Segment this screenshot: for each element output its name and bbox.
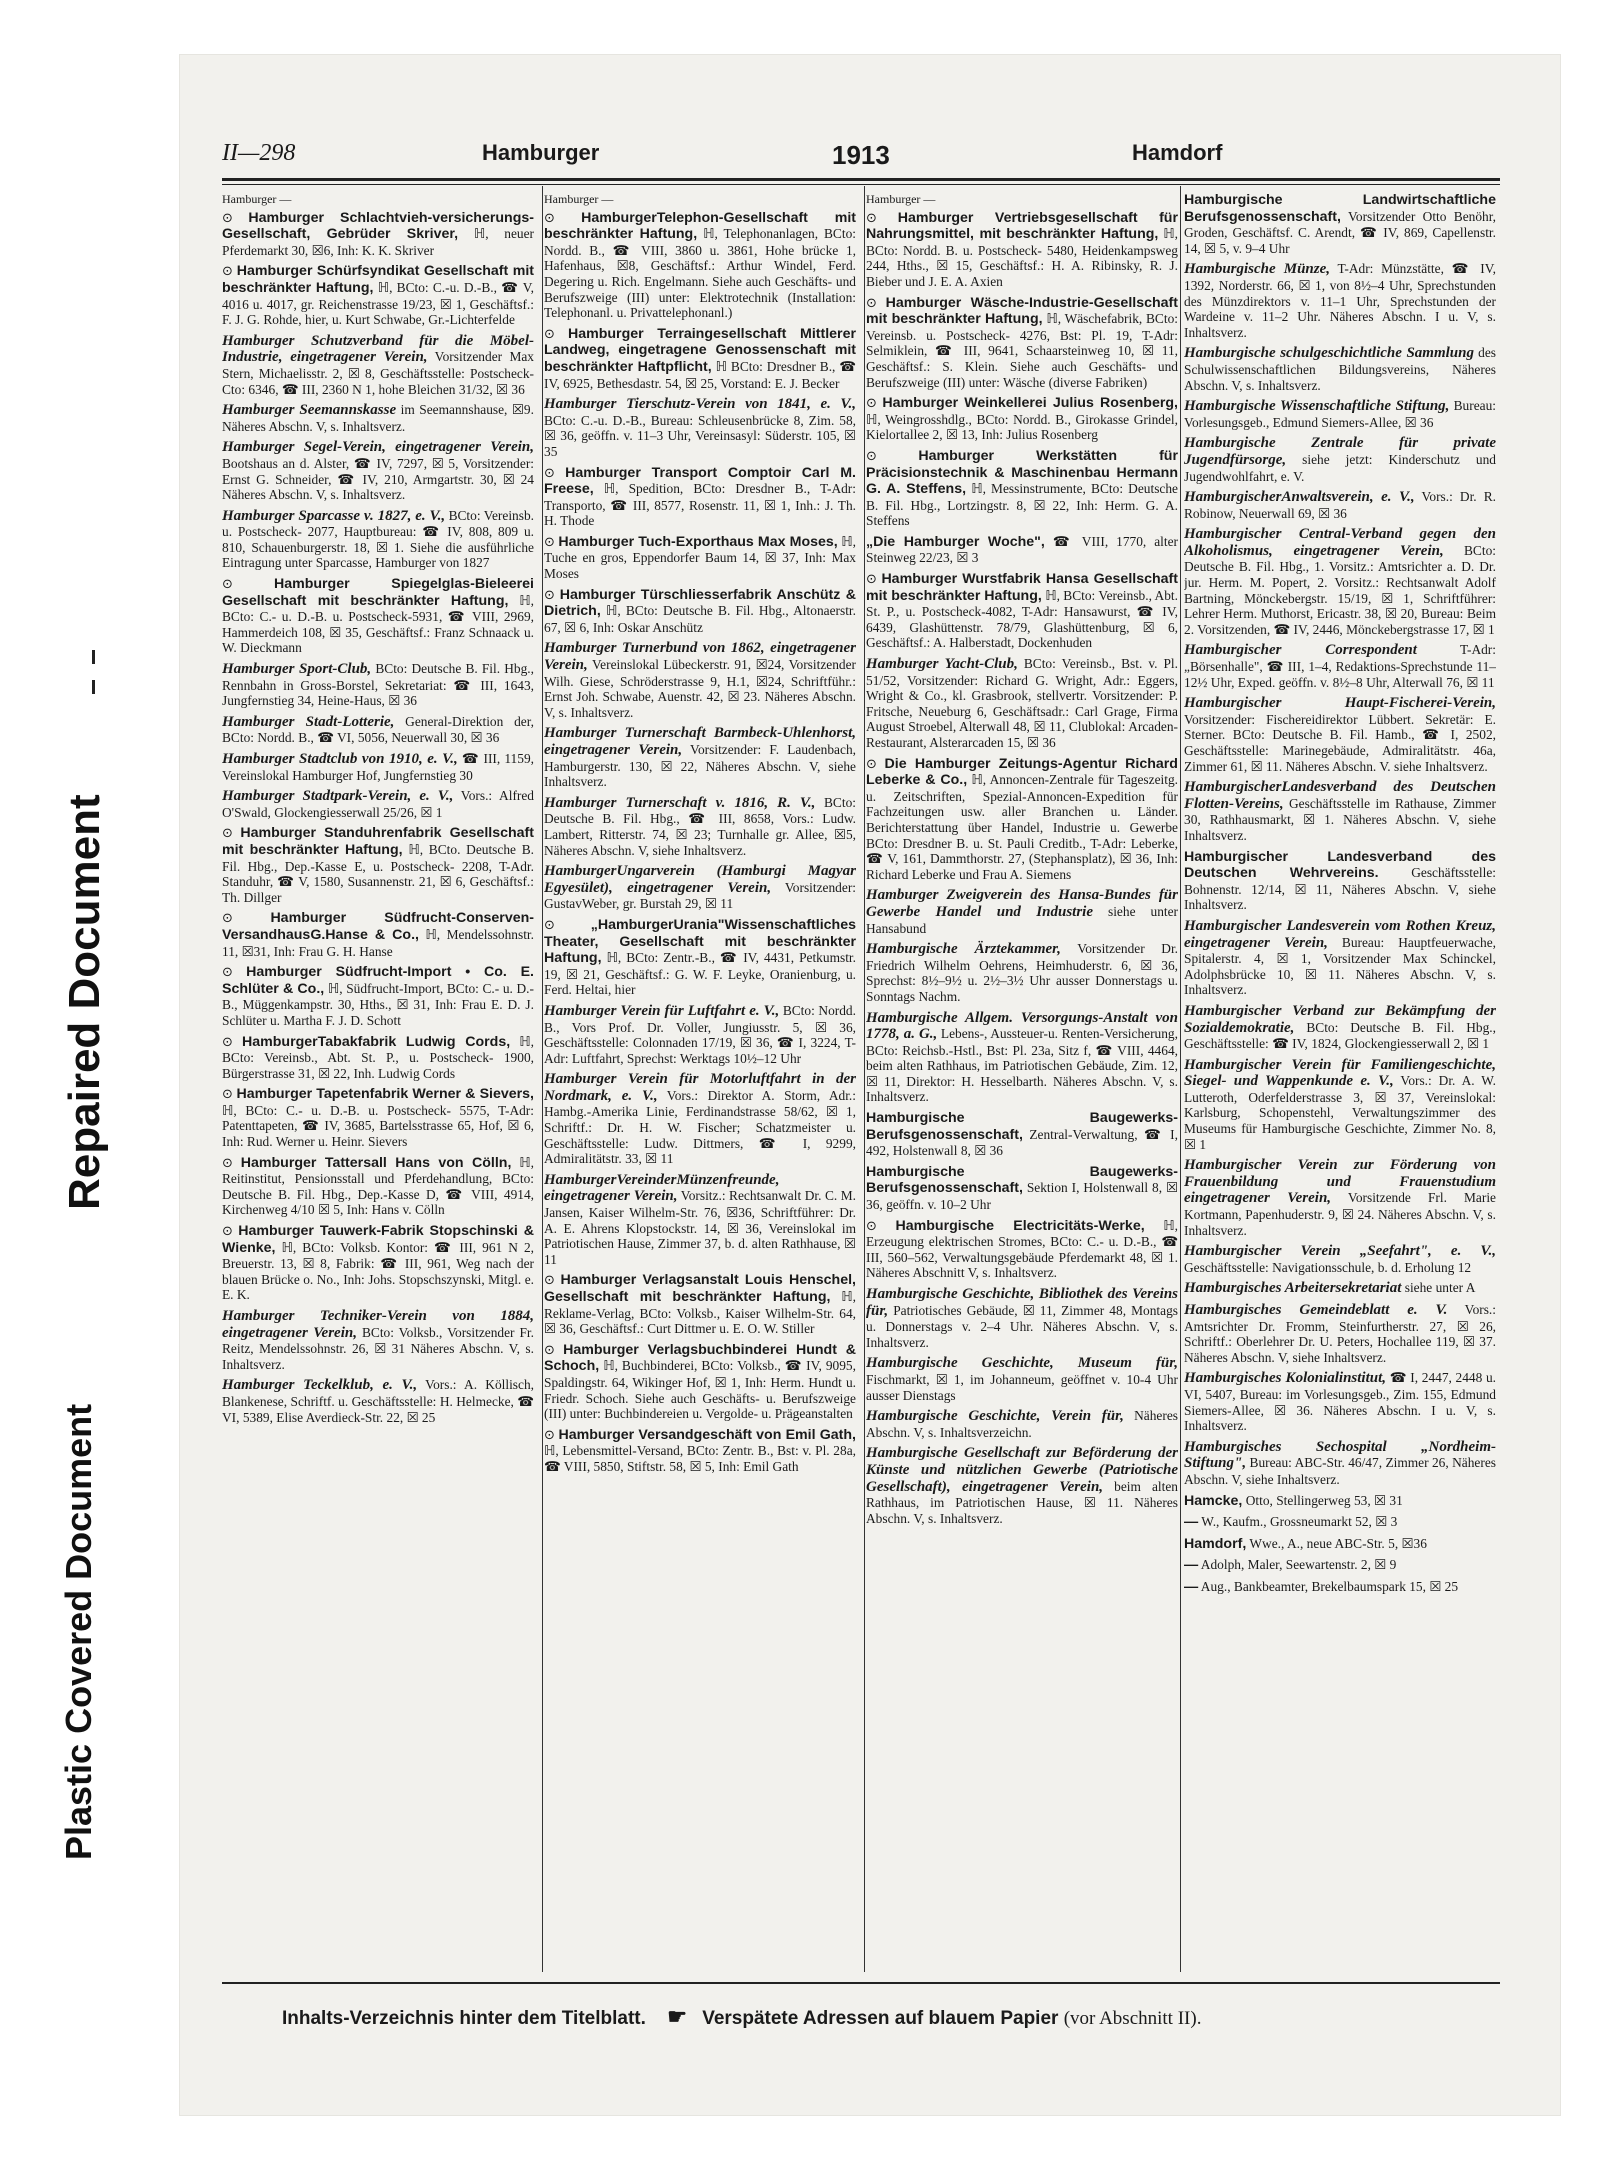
directory-entry [1184,526,1496,637]
entry-name: Hamburger Verlagsbuchbinderei Hundt & Schoch, [544,1341,856,1375]
directory-entry [1184,1439,1496,1488]
entry-name: Hamburger Segel-Verein, eingetragener Verein, [222,439,534,456]
directory-entry [1184,695,1496,774]
entry-details: Patriotisches Gebäude, ☒ 11, Zimmer 48, Montags u. Donnerstags v. 2–4 Uhr. Näheres Abschn. V, s. Inhaltsverz. [866,1302,1178,1350]
entry-details: Adolph, Maler, Seewartenstr. 2, ☒ 9 [1200,1557,1397,1573]
directory-entry [1184,1579,1496,1596]
registered-firm-icon: ⊙ [222,1155,233,1171]
directory-entry [222,508,534,571]
pointing-hand-icon: ☛ [667,2004,687,2029]
entry-name: Hamburger Zweigverein des Hansa-Bundes für Gewerbe Handel und Industrie [866,887,1178,920]
registered-firm-icon: ⊙ [866,1218,877,1234]
registered-firm-icon: ⊙ [544,465,555,481]
directory-entry [222,910,534,959]
entry-name: Hamburger Tuch-Exporthaus Max Moses, [558,533,838,550]
directory-entry [222,661,534,709]
directory-entry [1184,1157,1496,1238]
directory-entry [544,1071,856,1167]
entry-name: Hamburger Verein für Motorluftfahrt in der Nordmark, e. V., [544,1071,856,1104]
directory-entry [222,714,534,746]
entry-details: Otto, Stellingerweg 53, ☒ 31 [1245,1492,1403,1508]
directory-entry [1184,1536,1496,1553]
directory-entry [1184,918,1496,998]
directory-entry [222,210,534,259]
entry-name: Hamburger Schürfsyndikat Gesellschaft mit beschränkter Haftung, [222,263,534,296]
directory-entry [866,448,1178,529]
entry-name: Hamburger Sparcasse v. 1827, e. V., [222,507,446,524]
entry-details: ℍ, BCto: Vereinsb., Abt. St. P., u. Postscheck-4082, T-Adr: Hansawurst, ☎ IV, 6439, Glashüttenstr. 78/79, Glashüttenburg, ☒ 6, Geschäftsf.: A. Halberstadt, Dockenhuden [866,587,1178,651]
directory-entry [222,825,534,905]
registered-firm-icon: ⊙ [222,1034,233,1050]
entry-details: ℍ, BCto. Deutsche B. Fil. Hbg., Dep.-Kasse E, u. Postscheck- 2208, T-Adr. Standuhr, ☎ V, 1580, Susannenstr. 21, ☒ 6, Geschäftsf.: Th. Dillger [222,841,534,905]
directory-entry [544,795,856,858]
entry-name: Hamburgischer Correspondent [1184,642,1417,659]
entry-name: Hamburgische Wissenschaftliche Stiftung, [1184,398,1450,415]
registered-firm-icon: ⊙ [544,917,555,933]
entry-name: Hamburger Vertriebsgesellschaft für Nahrungsmittel, mit beschränkter Haftung, [866,209,1178,243]
directory-entry [544,640,856,720]
entry-name: Hamburger Tauwerk-Fabrik Stopschinski & Wienke, [222,1223,534,1256]
entry-name: Hamburgischer Haupt-Fischerei-Verein, [1184,695,1496,712]
entry-name: Hamburgische Zentrale für private Jugendfürsorge, [1184,435,1496,468]
entry-name: Hamburger Tapetenfabrik Werner & Sievers, [236,1086,534,1103]
entry-details: ℍ, Mendelssohnstr. 11, ☒31, Inh: Frau G. H. Hanse [222,926,534,959]
registered-firm-icon: ⊙ [866,756,877,772]
entry-details: Aug., Bankbeamter, Brekelbaumspark 15, ☒ 25 [1200,1578,1459,1594]
entry-details: ℍ, BCto: C.- u. D.-B. u. Postscheck-5931, ☎ VIII, 2969, Hammerdeich 108, ☒ 35, Geschäftsf.: Franz Schnaack u. W. Dieckmann [222,592,534,656]
entry-name: Hamburger Sport-Club, [222,661,372,678]
entry-details: ℍ, Erzeugung elektrischen Stromes, BCto: C.- u. D.-B., ☎ III, 560–562, Verwaltungsgebäude Pferdemarkt 48, ☒ 1. Näheres Abschnitt V, s. Inhaltsverz. [866,1217,1178,1281]
entry-details: beim alten Rathhaus, im Patriotischen Hause, ☒ 11. Näheres Abschn. V, s. Inhaltsverz. [866,1478,1178,1526]
footer-section-note: (vor Abschnitt II). [1063,2008,1202,2029]
directory-entry [222,439,534,502]
directory-entry [866,1010,1178,1106]
entry-name: — [1184,1557,1199,1574]
entry-details: BCto: Deutsche B. Fil. Hbg., ☎ III, 8658, Vors.: Ludw. Lambert, Ritterstr. 74, ☒ 23; Turnhalle gr. Allee, ☒5, Näheres Abschn. V, siehe Inhaltsverz. [544,794,856,858]
entry-details: Bureau: ABC-Str. 46/47, Zimmer 26, Näheres Abschn. V, siehe Inhaltsverz. [1184,1455,1496,1487]
entry-name: Hamburger Türschliesserfabrik Anschütz & Dietrich, [544,586,856,620]
footer-rule [222,1982,1500,1984]
entry-details: ℍ, Buchbinderei, BCto: Volksb., ☎ IV, 9095, Spaldingstr. 64, Wikinger Hof, ☒ 1, Inh: Herm. Hundt u. Friedr. Schoch. Siehe auch Geschäfts- u. Berufszweige (III) unter: Buchbindereien u. Vergolde- u. Prägeanstalten [544,1358,856,1422]
entry-details: Zentral-Verwaltung, ☎ I, 492, Holstenwall 8, ☒ 36 [866,1126,1178,1159]
entry-details: BCto: Deutsche B. Fil. Hbg., 1. Vorsitz.: Amtsrichter a. D. Dr. jur. Herm. M. Popert, 2. Vorsitz.: Rechtsanwalt Adolf Bartning, Mönckebergstr. 15/19, ☒ 1, Schriftführer: Lehrer Herm. Muthorst, Ericastr. 38, ☒ 20, Bureau: Beim 2. Vorsitzenden, ☎ IV, 2446, Mönckebergstrasse 17, ☒ 1 [1184,542,1496,637]
directory-entry [1184,1514,1496,1531]
entry-details: ☎ VIII, 1770, alter Steinweg 22/23, ☒ 3 [866,533,1178,566]
entry-details: General-Direktion der, BCto: Nordd. B., ☎ VI, 5056, Neuerwall 30, ☒ 36 [222,713,534,746]
entry-name: Hamburgisches Arbeitersekretariat [1184,1280,1402,1297]
entry-name: Hamburger Standuhrenfabrik Gesellschaft mit beschränkter Haftung, [222,825,534,858]
directory-entry [544,1427,856,1475]
registered-firm-icon: ⊙ [544,1342,555,1358]
column-3 [866,192,1178,1972]
entry-name: Hamburgische Geschichte, Museum für, [866,1355,1178,1372]
entry-details: ℍ, Reitinstitut, Pensionsstall und Pferdehandlung, BCto: Deutsche B. Fil. Hbg., Dep.-Kasse D, ☎ VIII, 4914, Kirchenweg 4/10 ☒ 5, Inh: Hans v. Cölln [222,1154,534,1218]
entry-details: ℍ, Spedition, BCto: Dresdner B., T-Adr: Transporto, ☎ III, 8577, Rosenstr. 11, ☒ 1, Inh.: J. Th. H. Thode [544,481,856,529]
entry-name: Hamburger Stadt-Lotterie, [222,713,395,730]
entry-name: HamburgischerAnwaltsverein, e. V., [1184,489,1415,506]
entry-name: Hamburgischer Verein „Seefahrt", e. V., [1184,1243,1496,1260]
entry-details: T-Adr: „Börsenhalle", ☎ III, 1–4, Redaktions-Sprechstunde 11–12½ Uhr, Exped. geöffn. v. 8½–8 Uhr, Alterwall 76, ☒ 11 [1184,642,1496,690]
directory-entry [222,751,534,783]
entry-name: Hamburgisches Kolonialinstitut, [1184,1370,1387,1387]
entry-details: Näheres Abschn. V, s. Inhaltsverzeichn. [866,1408,1178,1440]
entry-name: Hamburger Turnerbund von 1862, eingetragener Verein, [544,640,856,674]
entry-details: Vors.: Dr. R. Robinow, Neuerwall 69, ☒ 36 [1184,489,1496,521]
entry-details: Vorsitzende Frl. Marie Kortmann, Papenhuderstr. 9, ☒ 24. Näheres Abschn. V, s. Inhaltsverz. [1184,1190,1496,1238]
registered-firm-icon: ⊙ [222,1224,233,1240]
directory-entry [1184,1003,1496,1052]
registered-firm-icon: ⊙ [222,264,233,280]
entry-details: siehe unter Hansabund [866,903,1178,936]
entry-details: Vors.: Direktor A. Storm, Adr.: Hambg.-Amerika Linie, Ferdinandstrasse 58/62, ☒ 1, Schriftf.: Dr. H. W. Fischer; Schatzmeister u. Geschäftsstelle: Ludw. Dittmers, ☎ I, 9299, Admiralitätstr. 33, ☒ 11 [544,1087,856,1167]
footer-index-note: Inhalts-Verzeichnis hinter dem Titelblatt. [282,2008,646,2029]
directory-entry [544,396,856,459]
entry-details: BCto: Volksb., Vorsitzender Fr. Reitz, Mendelssohnstr. 26, ☒ 31 Näheres Abschn. V, s. Inhaltsverz. [222,1324,534,1372]
entry-name: Hamburgische Gesellschaft zur Beförderung der Künste und nützlichen Gewerbe (Patriotische Gesellschaft), eingetragener Verein, [866,1445,1178,1495]
entry-details: Vorsitzender Otto Benöhr, Groden, Geschäftsf. C. Arendt, ☎ IV, 869, Capellenstr. 14, ☒ 5, v. 9–4 Uhr [1184,208,1496,256]
directory-entry [866,534,1178,566]
directory-entry [222,402,534,434]
entry-name: Hamburger Terraingesellschaft Mittlerer Landweg, eingetragene Genossenschaft mit beschränkter Haftpflicht, [544,325,856,375]
entry-name: Hamburgische Geschichte, Verein für, [866,1408,1124,1425]
registered-firm-icon: ⊙ [544,210,555,226]
entry-details: ℍ, Telephonanlagen, BCto: Nordd. B., ☎ VIII, 3860 u. 3861, Hohe brücke 1, Hafenhaus, ☒8, Geschäftsf.: Arthur Windel, Ferd. Degering u. Rich. Engelmann. Siehe auch Geschäfts- und Berufszweige (III) unter: Elektrotechnik (Installation: Telephonanl. u. Privattelephonanl.) [544,226,856,321]
entry-details: Vorsitzender Max Stern, Michaelisstr. 2, ☒ 8, Geschäftsstelle: Postscheck-Cto: 6346, ☎ III, 2360 N 1, hohe Bleichen 31/32, ☒ 36 [222,349,534,397]
entry-name: Hamburger Turnerschaft v. 1816, R. V., [544,794,816,811]
entry-details: ℍ, BCto: C.- u. D.-B. u. Postscheck- 5575, T-Adr: Patenttapeten, ☎ IV, 3685, Bartelsstrasse 65, Hof, ☒ 6, Inh: Rud. Werner u. Heinr. Sievers [222,1102,534,1150]
entry-name: — [1184,1514,1199,1531]
entry-name: Hamburger Versandgeschäft von Emil Gath, [558,1426,856,1443]
directory-entry [866,1218,1178,1281]
registered-firm-icon: ⊙ [866,572,877,588]
entry-name: Hamburger Spiegelglas-Bieleerei Gesellschaft mit beschränkter Haftung, [222,576,534,609]
directory-entry [222,1377,534,1425]
entry-details: BCto: C.-u. D.-B., Bureau: Schleusenbrücke 8, Zim. 58, ☒ 36, geöffn. v. 11–3 Uhr, Vereinsasyl: Süderstr. 105, ☒ 35 [544,412,856,459]
directory-entry [1184,489,1496,521]
directory-entry [222,1086,534,1149]
entry-details: Sektion I, Holstenwall 8, ☒ 36, geöffn. v. 10–2 Uhr [866,1180,1178,1213]
column-head: Hamburger — [866,192,936,206]
entry-name: HamburgerUngarverein (Hamburgi Magyar Egyesület), eingetragener Verein, [544,863,856,896]
entry-name: Hamburgischer Landesverein vom Rothen Kreuz, eingetragener Verein, [1184,917,1496,951]
entry-name: HamburgerTabakfabrik Ludwig Cords, [241,1033,511,1050]
directory-entry [866,1445,1178,1526]
directory-entry [222,263,534,327]
entry-details: Vors.: Dr. A. W. Lutteroth, Oderfelderstrasse 3, ☒ 37, Vereinslokal: Karlsburg, Schopenstehl, Verwaltungszimmer des Museums für Hamburgische Geschichte, Zimmer No. 8, ☒ 1 [1184,1073,1496,1152]
entry-name: Hamburgischer Verband zur Bekämpfung der Sozialdemokratie, [1184,1002,1496,1036]
directory-entry [544,1003,856,1066]
column-2 [544,192,856,1972]
entry-details: ℍ, BCto: Zentr.-B., ☎ IV, 4431, Petkumstr. 19, ☒ 21, Geschäftsf.: G. W. F. Leyke, Oranienburg, u. Ferd. Heltai, hier [544,950,856,998]
entry-details: des Schulwissenschaftlichen Bildungsvereins, Näheres Abschn. V, s. Inhaltsverz. [1184,345,1496,393]
directory-entry [1184,435,1496,484]
entry-details: ℍ, BCto: Volksb. Kontor: ☎ III, 961 N 2, Breuerstr. 13, ☒ 8, Fabrik: ☎ III, 961, Weg nach der blauen Brücke o. No., Inh: Johs. Stopschszynski, Mitgl. e. E. K. [222,1239,534,1303]
entry-name: Die Hamburger Zeitungs-Agentur Richard Leberke & Co., [866,755,1178,789]
header-year: 1913 [832,140,890,170]
directory-entry [1184,1280,1496,1297]
entry-name: Hamburger Turnerschaft Barmbeck-Uhlenhorst, eingetragener Verein, [544,725,856,758]
entry-name: Hamburgische Münze, [1184,261,1331,278]
column-head: Hamburger — [222,192,292,206]
entry-details: BCto: Deutsche B. Fil. Hbg., Rennbahn in Gross-Borstel, Sekretariat: ☎ III, 1643, Jungfernstieg 34, Heine-Haus, ☒ 36 [222,661,534,709]
directory-entry [222,1308,534,1372]
entry-details: ℍ, Wäschefabrik, BCto: Vereinsb. u. Postscheck- 4276, Bst: Pl. 19, T-Adr: Selmiklein, ☎ III, 9641, Schaarsteinweg 10, ☒ 11, Geschäftsf.: S. Klein. Siehe auch Geschäfts- und Berufszweige (III) unter: Wäsche (diverse Fabriken) [866,311,1178,390]
directory-entry [1184,1243,1496,1275]
directory-entry [544,465,856,529]
page-header [222,140,1500,176]
registered-firm-icon: ⊙ [866,210,877,226]
entry-details: Vorsitzender: Fischereidirektor Lübbert. Sekretär: E. Sterner. BCto: Deutsche B. Fil. Hamb., ☎ I, 2502, Geschäftsstelle: Marinegebäude, Admiralitätstr. 46a, Zimmer 61, ☒ 11. Näheres Abschn. V. siehe Inhaltsverz. [1184,711,1496,774]
entry-details: Geschäftsstelle: Bohnenstr. 12/14, ☒ 11, Näheres Abschn. V, siehe Inhaltsverz. [1184,865,1496,913]
entry-details: ℍ, Annoncen-Zentrale für Tageszeitg. u. Zeitschriften, Spezial-Annoncen-Expedition für Fachzeitungen usw. aller Branchen u. Länder. Berichterstattung über Handel, Industrie u. Gewerbe BCto: Dresdner B. u. St. Pauli Creditb., T-Adr: Leberke, ☎ V, 161, Dammthorstr. 27, (Stephansplatz), ☒ 36, Inh: Richard Leberke und Frau A. Siemens [866,772,1178,882]
registered-firm-icon: ⊙ [866,295,877,311]
registered-firm-icon: ⊙ [544,326,555,342]
directory-entry [866,941,1178,1004]
directory-entry [1184,1057,1496,1153]
entry-name: Hamburger Wurstfabrik Hansa Gesellschaft mit beschränkter Haftung, [866,571,1178,604]
entry-name: — [1184,1578,1199,1595]
entry-details: T-Adr: Münzstätte, ☎ IV, 1392, Norderstr. 66, ☒ 1, von 8½–4 Uhr, Sprechstunden des Münzdirektors v. 11–1 Uhr, Sprechstunden der Wardeine v. 11–2 Uhr. Näheres Abschn. I u. V, s. Inhaltsverz. [1184,261,1496,340]
registered-firm-icon: ⊙ [222,965,233,981]
directory-entry [1184,1493,1496,1510]
entry-name: HamburgerTelephon-Gesellschaft mit beschränkter Haftung, [544,209,856,243]
directory-entry [1184,1370,1496,1433]
directory-entry [222,964,534,1028]
directory-entry [866,756,1178,883]
entry-details: BCto: Nordd. B., Vors Prof. Dr. Voller, Jungiusstr. 5, ☒ 36, Geschäftsstelle: Colonnaden 17/19, ☒ 36, ☎ I, 3224, T-Adr: Luftfahrt, Sprechst: Werktags 10½–12 Uhr [544,1002,856,1066]
directory-entry [1184,398,1496,430]
entry-details: siehe unter A [1404,1280,1476,1296]
registered-firm-icon: ⊙ [222,1087,233,1103]
registered-firm-icon: ⊙ [544,587,555,603]
entry-name: Hamburger Teckelklub, e. V., [222,1377,418,1394]
registered-firm-icon: ⊙ [544,534,555,550]
entry-details: Lebens-, Aussteuer-u. Renten-Versicherung, BCto: Reichsb.-Hstl., Bst: Pl. 23a, Sitz f, ☎ VIII, 4464, beim alten Rathhaus, im Patriotischen Gebäude, Zim. 12, ☒ 11, Direktor: H. Hesselbarth. Näheres Abschn. V, s. Inhaltsverz. [866,1026,1178,1105]
repaired-document-label: Repaired Document [60,794,109,1210]
directory-entry [866,210,1178,290]
entry-details: BCto: Vereinsb. u. Postscheck- 2077, Hauptbureau: ☎ IV, 808, 809 u. 810, Schauenburgerstr. 18, ☒ 1. Siehe die ausführliche Eintragung unter Sparcasse, Hamburger von 1827 [222,507,534,571]
directory-entry [222,1223,534,1303]
entry-name: Hamburgische Baugewerks-Berufsgenossenschaft, [866,1110,1178,1143]
entry-details: ☎ III, 1159, Vereinslokal Hamburger Hof, Jungfernstieg 30 [222,751,534,783]
entry-name: Hamburger Techniker-Verein von 1884, eingetragener Verein, [222,1308,534,1341]
directory-entry [544,863,856,912]
directory-entry [1184,261,1496,340]
entry-name: Hamburgischer Verein für Familiengeschichte, Siegel- und Wappenkunde e. V., [1184,1056,1496,1090]
directory-entry [544,1172,856,1268]
entry-details: ℍ, Messinstrumente, BCto: Deutsche B. Fil. Hbg., Lortzingstr. 8, ☒ 22, Inh: Herm. G. A. Steffens [866,481,1178,529]
entry-details: ℍ, Lebensmittel-Versand, BCto: Zentr. B., Bst: v. Pl. 28a, ☎ VIII, 5850, Stiftstr. 58, ☒ 5, Inh: Emil Gath [544,1443,856,1474]
directory-entry [866,1408,1178,1440]
entry-details: ℍ BCto: Dresdner B., ☎ IV, 6925, Bethesdastr. 54, ☒ 25, Vorstand: E. J. Becker [544,358,856,391]
page-footer [282,2004,1502,2030]
directory-entry [544,1342,856,1422]
entry-details: ℍ, Reklame-Verlag, BCto: Volksb., Kaiser Wilhelm-Str. 64, ☒ 36, Geschäftsf.: Curt Dittmer u. E. O. W. Stiller [544,1289,856,1337]
entry-name: Hamburger Werkstätten für Präcisionstechnik & Maschinenbau Hermann G. A. Steffens, [866,447,1178,498]
entry-details: BCto: Deutsche B. Fil. Hbg., Geschäftsstelle: ☎ IV, 1824, Glockengiesserwall 2, ☒ 1 [1184,1019,1496,1052]
entry-name: Hamburger Tierschutz-Verein von 1841, e. V., [544,396,856,413]
directory-entry [866,1355,1178,1403]
plastic-covered-document-label: Plastic Covered Document [58,1403,99,1860]
sidebar [0,0,140,2177]
entry-details: Vereinslokal Lübeckerstr. 91, ☒24, Vorsitzender Wilh. Giese, Schröderstrasse 9, H.1, ☒24, Schriftführ.: Ernst Joh. Schwabe, Auenstr. 42, ☒ 23. Näheres Abschn. V, s. Inhaltsverz. [544,657,856,720]
entry-name: Hamburger Schlachtvieh-versicherungs-Gesellschaft, Gebrüder Skriver, [222,209,534,243]
entry-name: Hamburger Südfrucht-Conserven-VersandhausG.Hanse & Co., [222,910,534,943]
directory-entry [544,534,856,582]
entry-name: Hamburgische schulgeschichtliche Sammlung [1184,345,1474,362]
entry-name: Hamburger Schutzverband für die Möbel-Industrie, eingetragener Verein, [222,332,534,366]
entry-details: ℍ, BCto: Vereinsb., Abt. St. P., u. Postscheck- 1900, Bürgerstrasse 31, ☒ 22, Inh. Ludwig Cords [222,1033,534,1081]
label-tick-mark [92,650,95,664]
directory-entry [1184,849,1496,913]
entry-name: Hamburger Stadtclub von 1910, e. V., [222,751,458,767]
directory-entry [866,1110,1178,1159]
entry-details: Geschäftsstelle: Navigationsschule, b. d. Erholung 12 [1184,1259,1472,1275]
directory-entry [1184,642,1496,690]
entry-details: Bureau: Hauptfeuerwache, Spitalerstr. 4, ☒ 1, Vorsitzender Max Schinckel, Adolphsbrücke 10, ☒ 11. Näheres Abschn. V, s. Inhaltsverz. [1184,934,1496,998]
registered-firm-icon: ⊙ [222,577,233,593]
entry-name: Hamburgisches Sechospital „Nordheim-Stiftung", [1184,1438,1496,1472]
entry-details: ℍ, Südfrucht-Import, BCto: C.- u. D.-B., Müggenkampstr. 30, Hths., ☒ 31, Inh: Frau E. D. J. Schlüter u. Martha F. J. D. Schott [222,980,534,1028]
registered-firm-icon: ⊙ [544,1273,555,1289]
entry-details: Vors.: A. Köllisch, Blankenese, Schriftf. u. Geschäftsstelle: H. Helmecke, ☎ VI, 5389, Elise Averdieck-Str. 22, ☒ 25 [222,1377,534,1425]
registered-firm-icon: ⊙ [222,210,233,226]
page-number: II—298 [222,140,296,166]
entry-name: Hamburgische Geschichte, Bibliothek des Vereins für, [866,1286,1178,1319]
entry-name: HamburgischerLandesverband des Deutschen Flotten-Vereins, [1184,779,1496,812]
entry-name: Hamburgische Ärztekammer, [866,941,1061,958]
entry-name: Hamburger Tattersall Hans von Cölln, [240,1154,512,1171]
header-left-word: Hamburger [482,140,600,165]
footer-late-addresses: Verspätete Adressen auf blauem Papier [702,2008,1059,2029]
entry-details: Vors.: Alfred O'Swald, Glockengiesserwall 25/26, ☒ 1 [222,788,534,820]
directory-entry [222,1034,534,1082]
entry-name: Hamburger Stadtpark-Verein, e. V., [222,788,454,805]
entry-name: Hamburgischer Verein zur Förderung von Frauenbildung und Frauenstudium eingetragener Verein, [1184,1157,1496,1207]
directory-entry [544,725,856,789]
column-divider [542,186,543,1972]
directory-entry [1184,779,1496,843]
directory-entry [544,587,856,636]
entry-details: ℍ, Weingrosshdlg., BCto: Nordd. B., Girokasse Grindel, Kielortallee 2, ☒ 13, Inh: Julius Rosenberg [866,411,1178,443]
entry-details: Fischmarkt, ☒ 1, im Johanneum, geöffnet v. 10-4 Uhr ausser Dienstags [866,1371,1178,1403]
entry-details: Vors.: Amtsrichter Dr. Fromm, Steinfurtherstr. 27, ☒ 26, Schriftf.: Oberlehrer Dr. U. Peters, Hochallee 119, ☒ 37. Näheres Abschn. V, siehe Inhaltsverz. [1184,1302,1496,1365]
header-rule [222,178,1500,181]
entry-details: ℍ, BCto: Deutsche B. Fil. Hbg., Altonaerstr. 67, ☒ 6, Inh: Oskar Anschütz [544,603,856,635]
entry-name: Hamburger Wäsche-Industrie-Gesellschaft mit beschränkter Haftung, [866,294,1178,328]
directory-entry [544,210,856,321]
entry-name: „Die Hamburger Woche", [866,533,1045,550]
entry-name: Hamburgische Landwirtschaftliche Berufsgenossenschaft, [1184,192,1496,225]
column-divider [1180,186,1181,1972]
column-divider [864,186,865,1972]
entry-details: ☎ I, 2447, 2448 u. VI, 5407, Bureau: im Vorlesungsgeb., Zim. 155, Edmund Siemers-Allee, ☒ 36. Näheres Abschn. I u. V, s. Inhaltsverz. [1184,1370,1496,1434]
directory-entry [544,326,856,391]
entry-name: Hamburger Verlagsanstalt Louis Henschel, Gesellschaft mit beschränkter Haftung, [544,1272,856,1305]
entry-name: Hamburgischer Central-Verband gegen den Alkoholismus, eingetragener Verein, [1184,526,1496,559]
directory-entry [1184,1302,1496,1365]
entry-name: Hamdorf, [1184,1535,1247,1552]
entry-name: Hamburgisches Gemeindeblatt e. V. [1184,1302,1448,1318]
directory-entry [222,1155,534,1218]
directory-entry [866,571,1178,651]
entry-details: Geschäftsstelle im Rathause, Zimmer 30, Rathhausmarkt, ☒ 1. Näheres Abschn. V, siehe Inhaltsverz. [1184,795,1496,843]
entry-details: Vorsitz.: Rechtsanwalt Dr. C. M. Jansen, Kaiser Wilhelm-Str. 76, ☒36, Schriftführer: Dr. A. E. Ahrens Klopstockstr. 14, ☒ 36, Vereinslokal im Patriotischen Hause, Zimmer 37, b. d. alten Rathhause, ☒ 11 [544,1188,856,1267]
directory-entry [866,395,1178,443]
directory-entry [866,1164,1178,1213]
label-tick-mark [92,680,95,694]
entry-name: Hamburgische Electricitäts-Werke, [895,1217,1145,1234]
header-rule-thin [222,184,1500,185]
entry-details: Vorsitzender Dr. Friedrich Wilhelm Oehrens, Heimhuderstr. 6, ☒ 36, Sprechst: 8½–9½ u. 2½–3½ Uhr ausser Donnerstags u. Sonntags Nachm. [866,941,1178,1004]
entry-name: Hamburger Yacht-Club, [866,656,1018,673]
entry-name: Hamburger Verein für Luftfahrt e. V., [544,1002,780,1019]
directory-entry [866,887,1178,936]
registered-firm-icon: ⊙ [866,448,877,464]
entry-name: HamburgerVereinderMünzenfreunde, eingetragener Verein, [544,1171,780,1205]
registered-firm-icon: ⊙ [222,826,233,842]
entry-name: Hamburgischer Landesverband des Deutschen Wehrvereins. [1184,848,1496,882]
entry-details: ℍ, neuer Pferdemarkt 30, ☒6, Inh: K. K. Skriver [222,226,534,258]
entry-name: Hamburgische Allgem. Versorgungs-Anstalt von 1778, a. G., [866,1009,1178,1043]
entry-name: Hamburger Transport Comptoir Carl M. Freese, [544,464,856,498]
entry-details: ℍ, Tuche en gros, Eppendorfer Baum 14, ☒ 37, Inh: Max Moses [544,533,856,582]
directory-entry [866,656,1178,751]
entry-details: Vorsitzender: F. Laudenbach, Hamburgerstr. 130, ☒ 22, Näheres Abschn. V, siehe Inhaltsverz. [544,742,856,790]
directory-entry [544,917,856,998]
column-1 [222,192,534,1972]
directory-entry [866,1286,1178,1350]
entry-name: Hamburgische Baugewerks-Berufsgenossenschaft, [866,1163,1178,1197]
registered-firm-icon: ⊙ [222,911,233,927]
entry-name: Hamburger Seemannskasse [222,402,397,419]
directory-entry [1184,1557,1496,1574]
entry-details: Bureau: Vorlesungsgeb., Edmund Siemers-Allee, ☒ 36 [1184,398,1496,430]
entry-details: BCto: Vereinsb., Bst. v. Pl. 51/52, Vorsitzender: Richard G. Wright, Adr.: Eggers, Wright & Co., kl. Grasbrook, stellvertr. Vorsitzender: P. Fritsche, Neueburg 6, Geschäftsadr.: Carl Grage, Firma August Stroebel, Alterwall 48, ☒ 11, Clublokal: Arcaden-Restaurant, Alsterarcaden 15, ☒ 36 [866,656,1178,750]
entry-details: im Seemannshause, ☒9. Näheres Abschn. V, s. Inhaltsverz. [222,402,534,434]
registered-firm-icon: ⊙ [544,1427,555,1443]
entry-name: Hamburger Weinkellerei Julius Rosenberg, [882,395,1178,412]
directory-entry [544,1272,856,1336]
directory-entry [1184,192,1496,256]
entry-name: „HamburgerUrania"Wissenschaftliches Theater, Gesellschaft mit beschränkter Haftung, [544,916,856,967]
entry-details: W., Kaufm., Grossneumarkt 52, ☒ 3 [1201,1514,1398,1530]
registered-firm-icon: ⊙ [866,396,877,412]
directory-entry [222,333,534,397]
column-head: Hamburger — [544,192,614,206]
column-4 [1184,192,1496,1972]
entry-details: ℍ, BCto: C.-u. D.-B., ☎ V, 4016 u. 4017, gr. Reichenstrasse 19/23, ☒ 1, Geschäftsf.: F. J. G. Rohde, hier, u. Kurt Schwabe, Gr.-Lichterfelde [222,279,534,328]
directory-entry [866,295,1178,391]
entry-details: ℍ, BCto: Nordd. B. u. Postscheck- 5480, Heidenkampsweg 244, Hths., ☒ 15, Geschäftsf.: H. A. Ribinsky, R. J. Bieber und J. E. A. Axien [866,226,1178,289]
directory-entry [222,576,534,656]
entry-details: siehe jetzt: Kinderschutz und Jugendwohlfahrt, e. V. [1184,451,1496,484]
directory-entry [222,788,534,820]
entry-details: Vorsitzender: GustavWeber, gr. Burstah 29, ☒ 11 [544,879,856,912]
entry-details: Wwe., A., neue ABC-Str. 5, ☒36 [1249,1535,1427,1551]
entry-name: Hamburger Südfrucht-Import • Co. E. Schlüter & Co., [222,964,534,997]
header-right-word: Hamdorf [1132,140,1223,165]
directory-entry [1184,345,1496,393]
entry-name: Hamcke, [1184,1492,1243,1509]
entry-details: Bootshaus an d. Alster, ☎ IV, 7297, ☒ 5, Vorsitzender: Ernst G. Schneider, ☎ IV, 210, Armgartstr. 30, ☒ 24 Näheres Abschn. V, s. Inhaltsverz. [222,455,534,503]
